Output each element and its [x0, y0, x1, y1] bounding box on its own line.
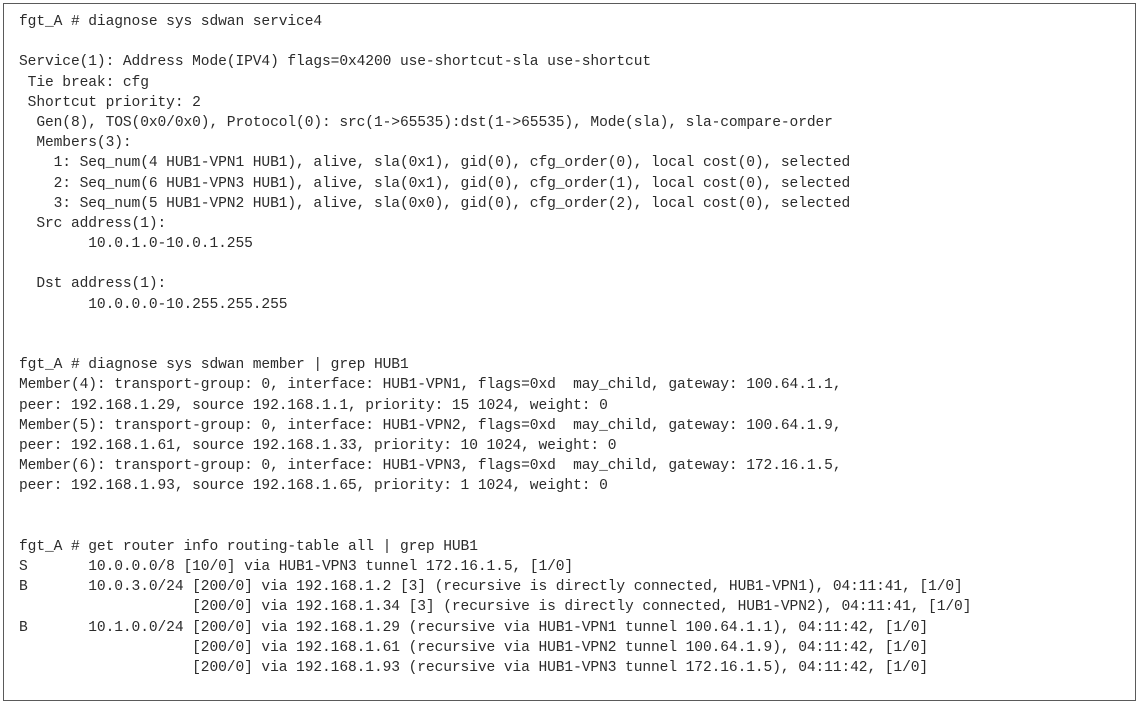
terminal-line	[19, 32, 971, 52]
terminal-line: 3: Seq_num(5 HUB1-VPN2 HUB1), alive, sla(0x0), gid(0), cfg_order(2), local cost(0), selected	[19, 195, 851, 212]
terminal-line: Member(6): transport-group: 0, interface: HUB1-VPN3, flags=0xd may_child, gateway: 172.16.1.5,	[19, 458, 842, 475]
terminal-line: S 10.0.0.0/8 [10/0] via HUB1-VPN3 tunnel 172.16.1.5, [1/0]	[19, 559, 574, 576]
terminal-line: Tie break: cfg	[19, 74, 149, 91]
terminal-line: fgt_A # get router info routing-table all | grep HUB1	[19, 538, 478, 555]
terminal-line	[19, 315, 971, 335]
terminal-line: [200/0] via 192.168.1.93 (recursive via HUB1-VPN3 tunnel 172.16.1.5), 04:11:42, [1/0]	[19, 660, 929, 676]
terminal-line: Service(1): Address Mode(IPV4) flags=0x4200 use-shortcut-sla use-shortcut	[19, 54, 652, 71]
terminal-line: [200/0] via 192.168.1.34 [3] (recursive is directly connected, HUB1-VPN2), 04:11:41, [1/0]	[19, 599, 972, 616]
terminal-line: B 10.1.0.0/24 [200/0] via 192.168.1.29 (recursive via HUB1-VPN1 tunnel 100.64.1.1), 04:11:42, [1/0]	[19, 619, 929, 636]
terminal-line: 10.0.1.0-10.0.1.255	[19, 236, 253, 253]
terminal-line: fgt_A # diagnose sys sdwan service4	[19, 14, 323, 30]
terminal-line	[19, 335, 971, 355]
terminal-line: fgt_A # diagnose sys sdwan member | grep HUB1	[19, 357, 409, 374]
terminal-line: 1: Seq_num(4 HUB1-VPN1 HUB1), alive, sla(0x1), gid(0), cfg_order(0), local cost(0), selected	[19, 155, 851, 172]
terminal-line: peer: 192.168.1.93, source 192.168.1.65, priority: 1 1024, weight: 0	[19, 478, 608, 495]
terminal-line: peer: 192.168.1.29, source 192.168.1.1, priority: 15 1024, weight: 0	[19, 397, 608, 414]
terminal-line: Gen(8), TOS(0x0/0x0), Protocol(0): src(1->65535):dst(1->65535), Mode(sla), sla-compare-order	[19, 114, 833, 131]
terminal-line	[19, 254, 971, 274]
terminal-line: Members(3):	[19, 135, 132, 152]
terminal-line: Member(4): transport-group: 0, interface: HUB1-VPN1, flags=0xd may_child, gateway: 100.64.1.1,	[19, 377, 842, 394]
terminal-line: Member(5): transport-group: 0, interface: HUB1-VPN2, flags=0xd may_child, gateway: 100.64.1.9,	[19, 417, 842, 434]
terminal-line: Dst address(1):	[19, 276, 167, 293]
terminal-line: B 10.0.3.0/24 [200/0] via 192.168.1.2 [3] (recursive is directly connected, HUB1-VPN1), 04:11:41, [1/0]	[19, 579, 963, 596]
terminal-line: Src address(1):	[19, 215, 167, 232]
terminal-line: Shortcut priority: 2	[19, 94, 201, 111]
terminal-output-panel	[3, 3, 1136, 701]
terminal-line: [200/0] via 192.168.1.61 (recursive via HUB1-VPN2 tunnel 100.64.1.9), 04:11:42, [1/0]	[19, 639, 929, 656]
terminal-line: 10.0.0.0-10.255.255.255	[19, 296, 288, 313]
terminal-text	[19, 12, 971, 678]
terminal-line	[19, 517, 971, 537]
terminal-line: peer: 192.168.1.61, source 192.168.1.33, priority: 10 1024, weight: 0	[19, 437, 617, 454]
terminal-line: 2: Seq_num(6 HUB1-VPN3 HUB1), alive, sla(0x1), gid(0), cfg_order(1), local cost(0), selected	[19, 175, 851, 192]
terminal-line	[19, 497, 971, 517]
